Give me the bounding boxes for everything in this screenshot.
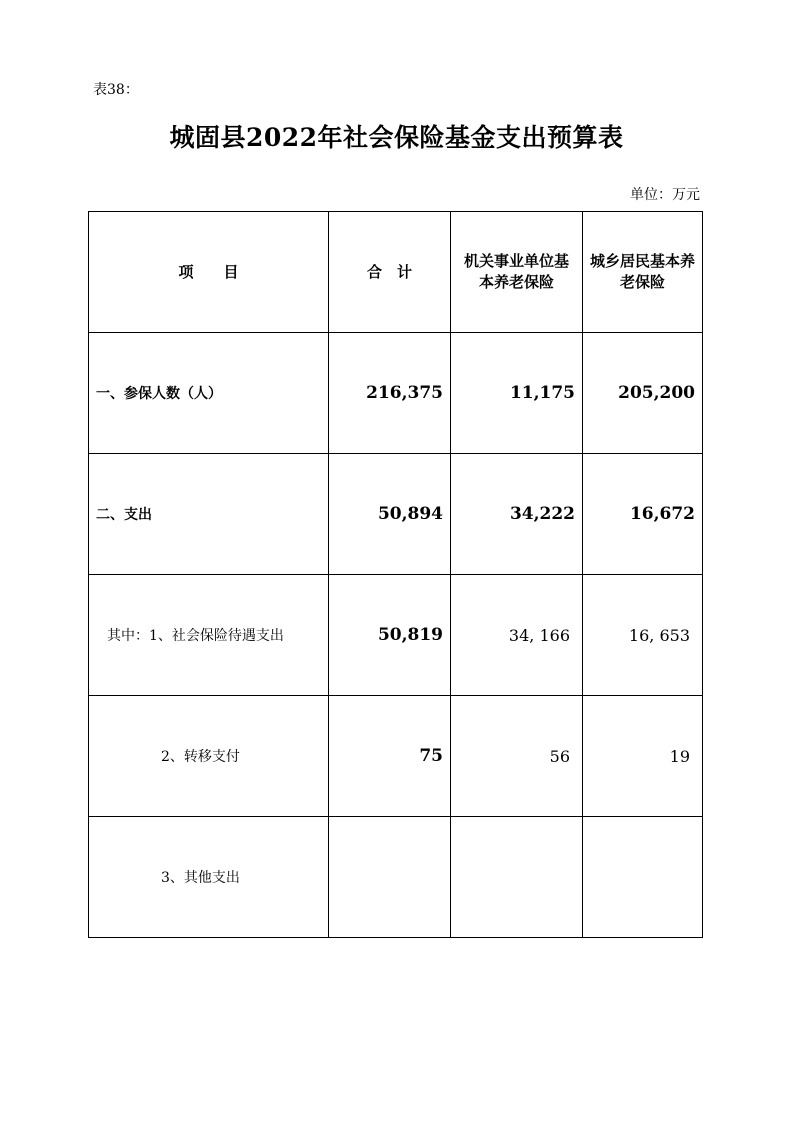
page-title: 城固县2022年社会保险基金支出预算表	[169, 123, 624, 152]
header-total: 合 计	[329, 212, 451, 333]
cell-rural	[583, 817, 703, 938]
header-rural-pension: 城乡居民基本养老保险	[583, 212, 703, 333]
table-row	[89, 575, 703, 696]
unit-label: 单位：万元	[630, 187, 700, 203]
cell-org: 34, 166	[451, 575, 583, 696]
cell-total	[329, 817, 451, 938]
table-row	[89, 333, 703, 454]
header-item: 项 目	[89, 212, 329, 333]
cell-rural: 205,200	[583, 333, 703, 454]
table-number: 表38：	[93, 82, 139, 98]
row-label: 一、参保人数（人）	[89, 333, 329, 454]
row-label: 3、其他支出	[89, 817, 329, 938]
table-header-row	[89, 212, 703, 333]
cell-total: 50,819	[329, 575, 451, 696]
cell-org: 56	[451, 696, 583, 817]
cell-rural: 16, 653	[583, 575, 703, 696]
cell-org: 11,175	[451, 333, 583, 454]
cell-org: 34,222	[451, 454, 583, 575]
cell-org	[451, 817, 583, 938]
cell-total: 216,375	[329, 333, 451, 454]
row-label: 其中：1、社会保险待遇支出	[89, 575, 329, 696]
cell-total: 75	[329, 696, 451, 817]
cell-total: 50,894	[329, 454, 451, 575]
row-label: 2、转移支付	[89, 696, 329, 817]
row-label: 二、支出	[89, 454, 329, 575]
table-row	[89, 817, 703, 938]
cell-rural: 19	[583, 696, 703, 817]
table-row	[89, 454, 703, 575]
cell-rural: 16,672	[583, 454, 703, 575]
budget-table	[88, 211, 703, 938]
header-org-pension: 机关事业单位基本养老保险	[451, 212, 583, 333]
table-row	[89, 696, 703, 817]
